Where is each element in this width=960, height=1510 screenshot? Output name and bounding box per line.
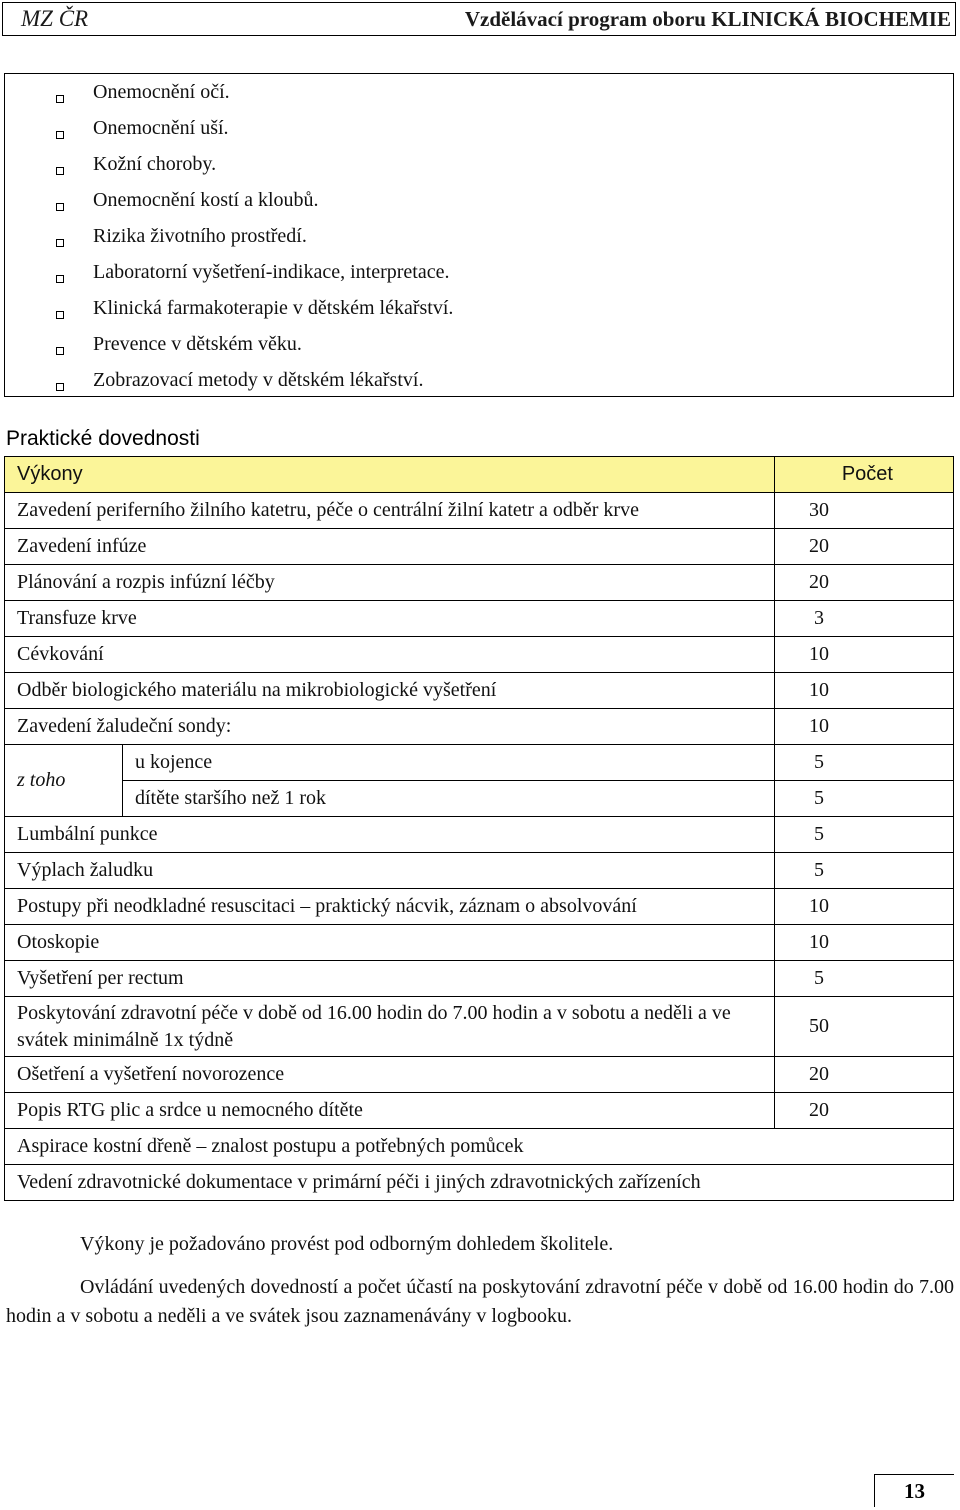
table-subrow: dítěte staršího než 1 rok 5 <box>5 781 954 817</box>
table-row: Zavedení žaludeční sondy: 10 <box>5 709 954 745</box>
sub-group-label: z toho <box>5 745 123 817</box>
table-row: Postupy při neodkladné resuscitaci – praktický nácvik, záznam o absolvování 10 <box>5 889 954 925</box>
square-bullet-icon <box>56 95 64 103</box>
square-bullet-icon <box>56 239 64 247</box>
table-row: Výplach žaludku 5 <box>5 853 954 889</box>
column-header-actions: Výkony <box>5 457 775 493</box>
table-row: Poskytování zdravotní péče v době od 16.00 hodin do 7.00 hodin a v sobotu a neděli a ve svátek minimálně 1x týdně 50 <box>5 997 954 1057</box>
list-item: Kožní choroby. <box>5 146 953 182</box>
header-ministry: MZ ČR <box>21 6 89 31</box>
square-bullet-icon <box>56 275 64 283</box>
list-item: Prevence v dětském věku. <box>5 326 953 362</box>
table-row: Otoskopie 10 <box>5 925 954 961</box>
table-subrow: z toho u kojence 5 <box>5 745 954 781</box>
skills-table <box>4 456 954 1201</box>
topic-list <box>4 73 954 397</box>
table-header-row <box>5 457 954 493</box>
supervision-note: Výkony je požadováno provést pod odborným dohledem školitele. <box>80 1233 614 1255</box>
list-item: Zobrazovací metody v dětském lékařství. <box>5 362 953 398</box>
table-row: Zavedení periferního žilního katetru, péče o centrální žilní katetr a odběr krve 30 <box>5 493 954 529</box>
list-item: Rizika životního prostředí. <box>5 218 953 254</box>
table-row: Lumbální punkce 5 <box>5 817 954 853</box>
table-row: Aspirace kostní dřeně – znalost postupu a potřebných pomůcek <box>5 1129 954 1165</box>
square-bullet-icon <box>56 131 64 139</box>
square-bullet-icon <box>56 311 64 319</box>
page-header <box>2 2 956 36</box>
header-program-title: Vzdělávací program oboru KLINICKÁ BIOCHEMIE <box>464 7 951 31</box>
section-title: Praktické dovednosti <box>6 427 200 450</box>
list-item: Onemocnění kostí a kloubů. <box>5 182 953 218</box>
list-item: Klinická farmakoterapie v dětském lékařství. <box>5 290 953 326</box>
page-number: 13 <box>874 1474 954 1507</box>
list-item: Onemocnění očí. <box>5 74 953 110</box>
logbook-note: Ovládání uvedených dovedností a počet účastí na poskytování zdravotní péče v době od 16.00 hodin do 7.00 hodin a v sobotu a neděli a ve svátek jsou zaznamenávány v logbooku. <box>6 1276 954 1327</box>
square-bullet-icon <box>56 167 64 175</box>
table-row: Cévkování 10 <box>5 637 954 673</box>
column-header-count: Počet <box>775 457 954 493</box>
list-item: Onemocnění uší. <box>5 110 953 146</box>
table-row: Vedení zdravotnické dokumentace v primární péči i jiných zdravotnických zařízeních <box>5 1165 954 1201</box>
square-bullet-icon <box>56 383 64 391</box>
list-item: Laboratorní vyšetření-indikace, interpretace. <box>5 254 953 290</box>
table-row: Transfuze krve 3 <box>5 601 954 637</box>
table-row: Vyšetření per rectum 5 <box>5 961 954 997</box>
table-row: Ošetření a vyšetření novorozence 20 <box>5 1057 954 1093</box>
table-row: Plánování a rozpis infúzní léčby 20 <box>5 565 954 601</box>
table-row: Zavedení infúze 20 <box>5 529 954 565</box>
square-bullet-icon <box>56 203 64 211</box>
table-row: Popis RTG plic a srdce u nemocného dítěte 20 <box>5 1093 954 1129</box>
square-bullet-icon <box>56 347 64 355</box>
table-row: Odběr biologického materiálu na mikrobiologické vyšetření 10 <box>5 673 954 709</box>
